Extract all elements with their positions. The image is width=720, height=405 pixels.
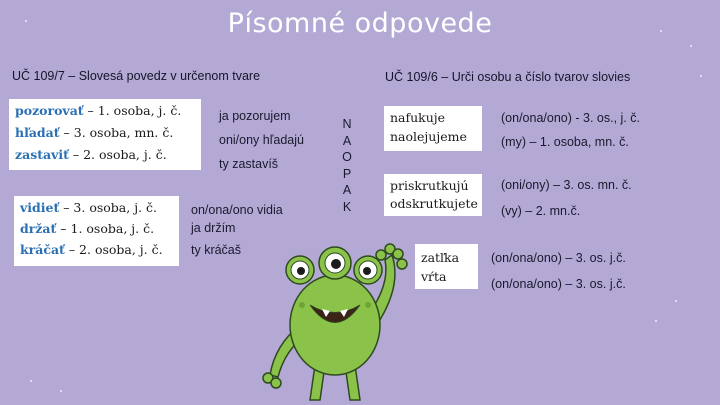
verb-form: – 3. osoba, j. č.: [59, 200, 157, 215]
vertical-letter: A: [342, 133, 352, 148]
vertical-letter: N: [342, 117, 352, 131]
answer-text: ty zastavíš: [219, 157, 279, 171]
vertical-word: [341, 116, 353, 215]
vertical-letter: P: [342, 166, 352, 181]
verb-box-1: [9, 99, 201, 170]
answer-text: (on/ona/ono) – 3. os. j.č.: [491, 277, 626, 291]
verb-line: [20, 221, 154, 236]
verb-word: držať: [20, 221, 57, 236]
verb-word: zastaviť: [15, 147, 69, 162]
frog-illustration: [240, 225, 430, 405]
star-dot: [675, 300, 677, 302]
verb-word: vidieť: [20, 200, 60, 215]
verb-form: – 1. osoba, j. č.: [56, 221, 155, 236]
answer-text: (my) – 1. osoba, mn. č.: [501, 135, 629, 149]
verb-form: – 1. osoba, j. č.: [83, 103, 182, 118]
verb-word: kráčať: [20, 242, 65, 257]
verb-form: – 2. osoba, j. č.: [64, 242, 163, 257]
answer-text: (vy) – 2. mn.č.: [501, 204, 581, 218]
star-dot: [30, 380, 32, 382]
answer-text: (on/ona/ono) - 3. os., j. č.: [501, 111, 640, 125]
right-heading: UČ 109/6 – Urči osobu a číslo tvarov slovies: [385, 70, 631, 84]
verb-line: [15, 125, 173, 140]
verb-box-2: [14, 196, 179, 266]
verb-word: pozorovať: [15, 103, 84, 118]
verb-form: – 2. osoba, j. č.: [68, 147, 167, 162]
answer-text: ja pozorujem: [219, 109, 291, 123]
vertical-letter: O: [342, 150, 352, 164]
star-dot: [60, 390, 62, 392]
verb-line: vŕta: [421, 269, 447, 284]
verb-line: [15, 147, 167, 162]
verb-form: – 3. osoba, mn. č.: [59, 125, 174, 140]
verb-word: hľadať: [15, 125, 60, 140]
verb-line: [15, 103, 181, 118]
verb-line: odskrutkujete: [390, 196, 478, 211]
verb-line: [20, 242, 163, 257]
left-heading: UČ 109/7 – Slovesá povedz v určenom tvare: [12, 69, 261, 83]
star-dot: [690, 45, 692, 47]
answer-text: oni/ony hľadajú: [219, 133, 304, 147]
star-dot: [655, 320, 657, 322]
verb-line: [20, 200, 157, 215]
vertical-letter: A: [342, 183, 352, 197]
answer-text: on/ona/ono vidia: [191, 203, 283, 217]
verb-line: priskrutkujú: [390, 178, 469, 193]
verb-box-4: [384, 174, 482, 216]
slide-title: Písomné odpovede: [227, 8, 493, 39]
answer-text: ty kráčaš: [191, 243, 242, 257]
answer-text: ja držím: [191, 221, 236, 235]
verb-line: naolejujeme: [390, 129, 467, 144]
verb-line: zatľka: [421, 250, 460, 265]
verb-box-3: [384, 106, 482, 151]
answer-text: (oni/ony) – 3. os. mn. č.: [501, 178, 632, 192]
vertical-letter: K: [342, 199, 352, 214]
answer-text: (on/ona/ono) – 3. os. j.č.: [491, 251, 626, 265]
verb-line: nafukuje: [390, 110, 446, 125]
star-dot: [700, 75, 702, 77]
